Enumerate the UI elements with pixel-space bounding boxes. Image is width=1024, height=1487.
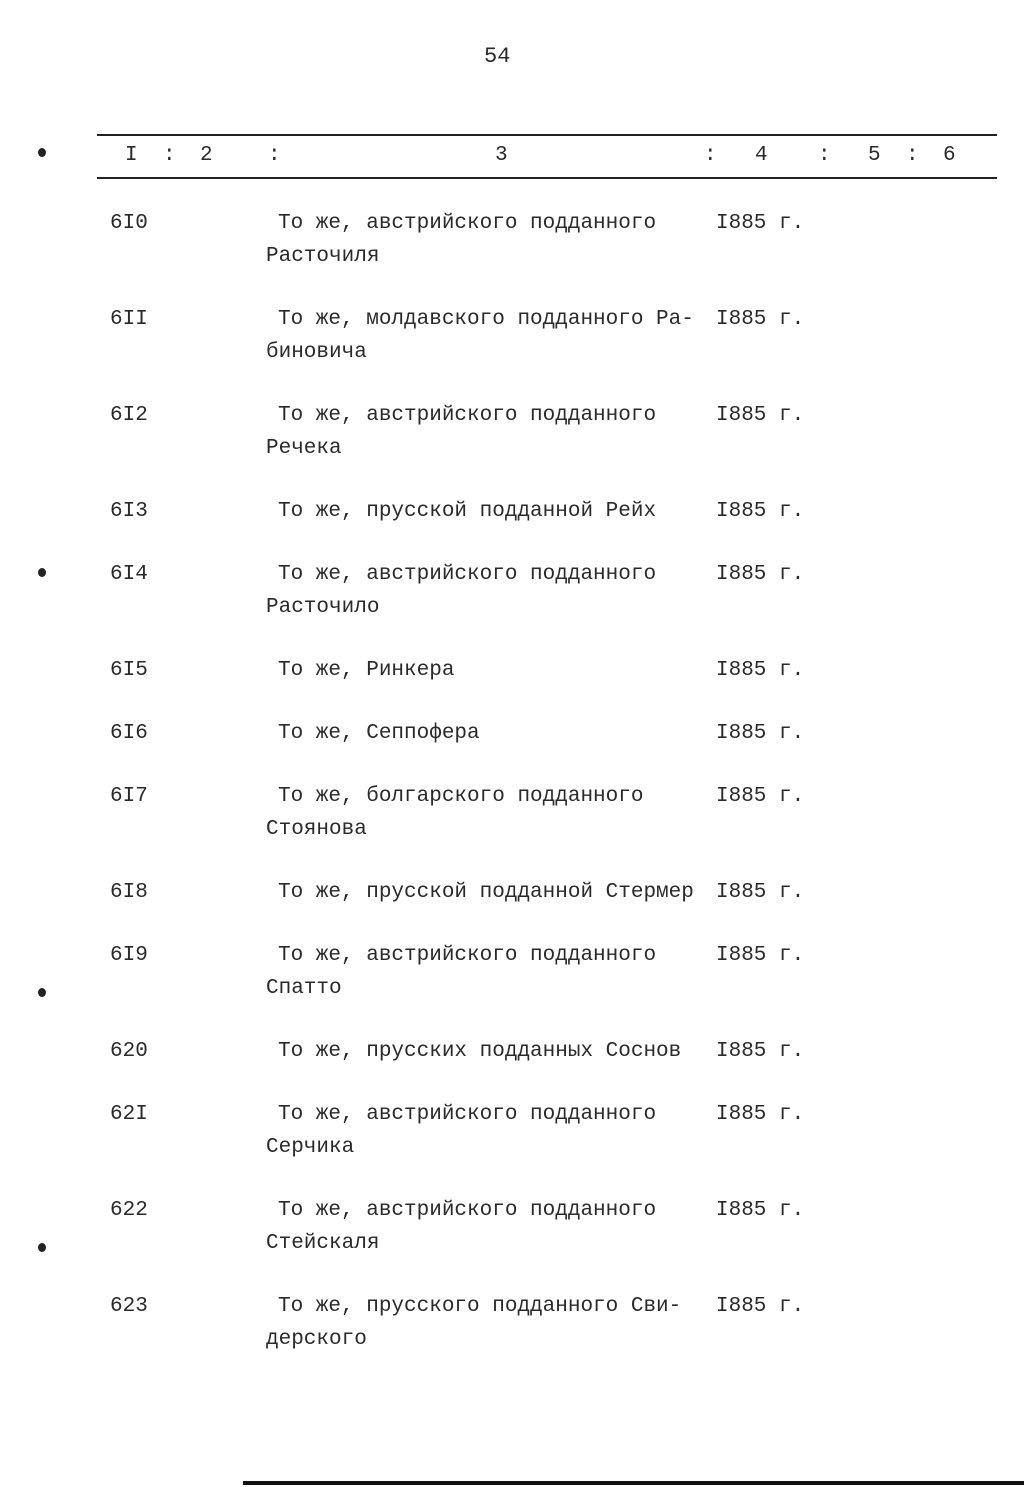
item-year: I885 г.	[716, 308, 805, 331]
header-col-1: I	[125, 144, 138, 167]
page-number: 54	[484, 44, 511, 69]
item-year: I885 г.	[716, 1040, 805, 1063]
table-row	[0, 495, 1024, 528]
item-number: 6I2	[110, 404, 148, 427]
item-year: I885 г.	[716, 944, 805, 967]
header-col-2: 2	[200, 144, 213, 167]
table-row	[0, 939, 1024, 1005]
header-col-6: 6	[943, 144, 956, 167]
item-description: То же, прусской подданной Рейх	[278, 500, 657, 523]
table-row	[0, 654, 1024, 687]
item-description: То же, австрийского подданного Серчика	[266, 1103, 657, 1159]
table-row	[0, 876, 1024, 909]
item-year: I885 г.	[716, 722, 805, 745]
item-description: То же, австрийского подданного Речека	[266, 404, 657, 460]
table-row	[0, 717, 1024, 750]
item-year: I885 г.	[716, 500, 805, 523]
table-row	[0, 558, 1024, 624]
item-description: То же, болгарского подданного Стоянова	[266, 785, 644, 841]
item-number: 6II	[110, 308, 148, 331]
header-sep: :	[163, 144, 176, 167]
item-year: I885 г.	[716, 659, 805, 682]
item-year: I885 г.	[716, 563, 805, 586]
header-sep: :	[818, 144, 831, 167]
item-number: 6I0	[110, 212, 148, 235]
header-col-5: 5	[868, 144, 881, 167]
table-body	[0, 207, 1024, 1386]
punch-hole	[38, 148, 46, 157]
bottom-rule	[243, 1481, 1024, 1485]
header-col-3: 3	[495, 144, 508, 167]
punch-hole	[38, 568, 46, 577]
item-year: I885 г.	[716, 785, 805, 808]
item-year: I885 г.	[716, 212, 805, 235]
item-number: 623	[110, 1295, 148, 1318]
header-col-4: 4	[755, 144, 768, 167]
header-sep: :	[906, 144, 919, 167]
table-row	[0, 399, 1024, 465]
header-top-rule	[97, 134, 997, 136]
header-sep: :	[704, 144, 717, 167]
header-bottom-rule	[97, 177, 997, 179]
table-row	[0, 1098, 1024, 1164]
item-number: 620	[110, 1040, 148, 1063]
item-year: I885 г.	[716, 881, 805, 904]
item-description: То же, прусских подданных Соснов	[278, 1040, 682, 1063]
item-number: 6I8	[110, 881, 148, 904]
item-number: 6I5	[110, 659, 148, 682]
item-description: То же, Ринкера	[278, 659, 455, 682]
item-description: То же, австрийского подданного Расточило	[266, 563, 657, 619]
item-year: I885 г.	[716, 404, 805, 427]
item-number: 622	[110, 1199, 148, 1222]
item-description: То же, австрийского подданного Стейскаля	[266, 1199, 657, 1255]
item-number: 6I7	[110, 785, 148, 808]
item-description: То же, прусской подданной Стермер	[278, 881, 694, 904]
item-year: I885 г.	[716, 1103, 805, 1126]
item-number: 62I	[110, 1103, 148, 1126]
table-row	[0, 1035, 1024, 1068]
table-row	[0, 1290, 1024, 1356]
item-number: 6I4	[110, 563, 148, 586]
item-number: 6I9	[110, 944, 148, 967]
item-description: То же, молдавского подданного Ра- биновича	[266, 308, 694, 364]
item-description: То же, прусского подданного Сви- дерского	[266, 1295, 682, 1351]
table-row	[0, 303, 1024, 369]
item-description: То же, австрийского подданного Расточиля	[266, 212, 657, 268]
item-description: То же, австрийского подданного Спатто	[266, 944, 657, 1000]
punch-hole	[38, 1243, 46, 1252]
table-row	[0, 207, 1024, 273]
table-row	[0, 780, 1024, 846]
item-number: 6I6	[110, 722, 148, 745]
item-description: То же, Сеппофера	[278, 722, 480, 745]
item-number: 6I3	[110, 500, 148, 523]
item-year: I885 г.	[716, 1295, 805, 1318]
item-year: I885 г.	[716, 1199, 805, 1222]
punch-hole	[38, 988, 46, 997]
header-sep: :	[268, 144, 281, 167]
table-row	[0, 1194, 1024, 1260]
table-header	[0, 144, 1024, 174]
